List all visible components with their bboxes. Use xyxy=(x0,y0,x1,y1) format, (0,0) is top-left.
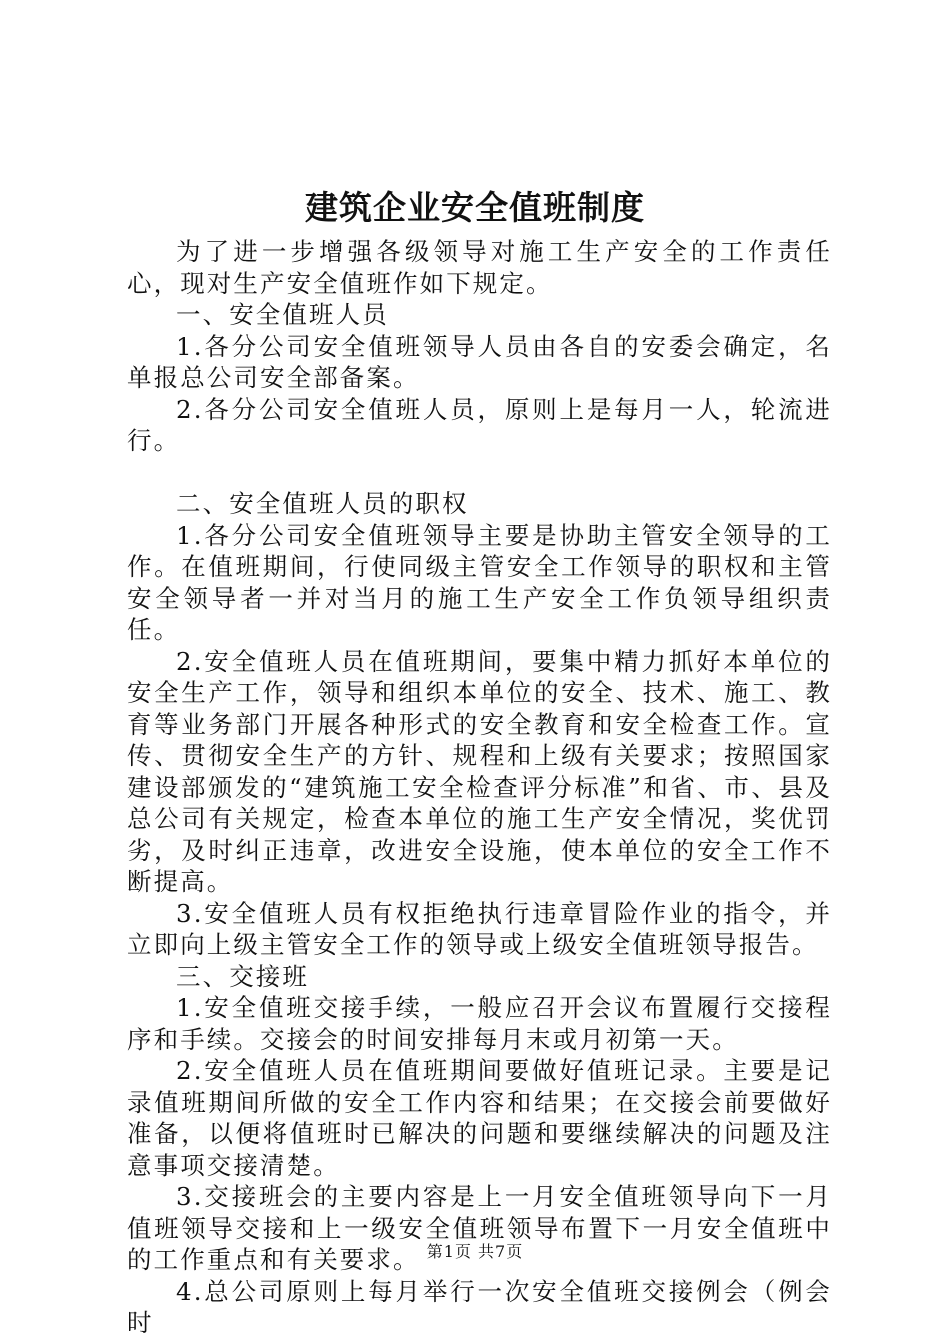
section-heading-3: 三、交接班 xyxy=(176,961,309,991)
paragraph-3-1: 1.安全值班交接手续，一般应召开会议布置履行交接程序和手续。交接会的时间安排每月末或月初第一天。 xyxy=(127,993,832,1054)
document-body xyxy=(127,236,832,1339)
paragraph-3-2: 2.安全值班人员在值班期间要做好值班记录。主要是记录值班期间所做的安全工作内容和结果；在交接会前要做好准备，以便将值班时已解决的问题和要继续解决的问题及注意事项交接清楚。 xyxy=(127,1056,832,1180)
paragraph-2-3: 3.安全值班人员有权拒绝执行违章冒险作业的指令，并立即向上级主管安全工作的领导或上级安全值班领导报告。 xyxy=(127,898,832,959)
paragraph-3-3: 3.交接班会的主要内容是上一月安全值班领导向下一月值班领导交接和上一级安全值班领导布置下一月安全值班中的工作重点和有关要求。 xyxy=(127,1182,832,1274)
section-heading-2: 二、安全值班人员的职权 xyxy=(176,489,469,518)
paragraph-1-1: 1.各分公司安全值班领导人员由各自的安委会确定，名单报总公司安全部备案。 xyxy=(127,331,832,392)
paragraph-1-2: 2.各分公司安全值班人员，原则上是每月一人，轮流进行。 xyxy=(127,394,832,455)
section-heading-1: 一、安全值班人员 xyxy=(176,300,389,329)
paragraph-2-2: 2.安全值班人员在值班期间，要集中精力抓好本单位的安全生产工作，领导和组织本单位的安全、技术、施工、教育等业务部门开展各种形式的安全教育和安全检查工作。宣传、贯彻安全生产的方针、规程和上级有关要求；按照国家建设部颁发的“建筑施工安全检查评分标准”和省、市、县及总公司有关规定，检查本单位的施工生产安全情况，奖优罚劣，及时纠正违章，改进安全设施，使本单位的安全工作不断提高。 xyxy=(127,646,832,896)
paragraph-intro: 为了进一步增强各级领导对施工生产安全的工作责任心，现对生产安全值班作如下规定。 xyxy=(127,237,832,298)
page-indicator: 第1页 共7页 xyxy=(426,1242,524,1261)
document-title: 建筑企业安全值班制度 xyxy=(305,188,645,227)
paragraph-3-4: 4.总公司原则上每月举行一次安全值班交接例会（例会时 xyxy=(127,1276,832,1337)
paragraph-2-1: 1.各分公司安全值班领导主要是协助主管安全领导的工作。在值班期间，行使同级主管安全工作领导的职权和主管安全领导者一并对当月的施工生产安全工作负领导组织责任。 xyxy=(127,520,832,644)
